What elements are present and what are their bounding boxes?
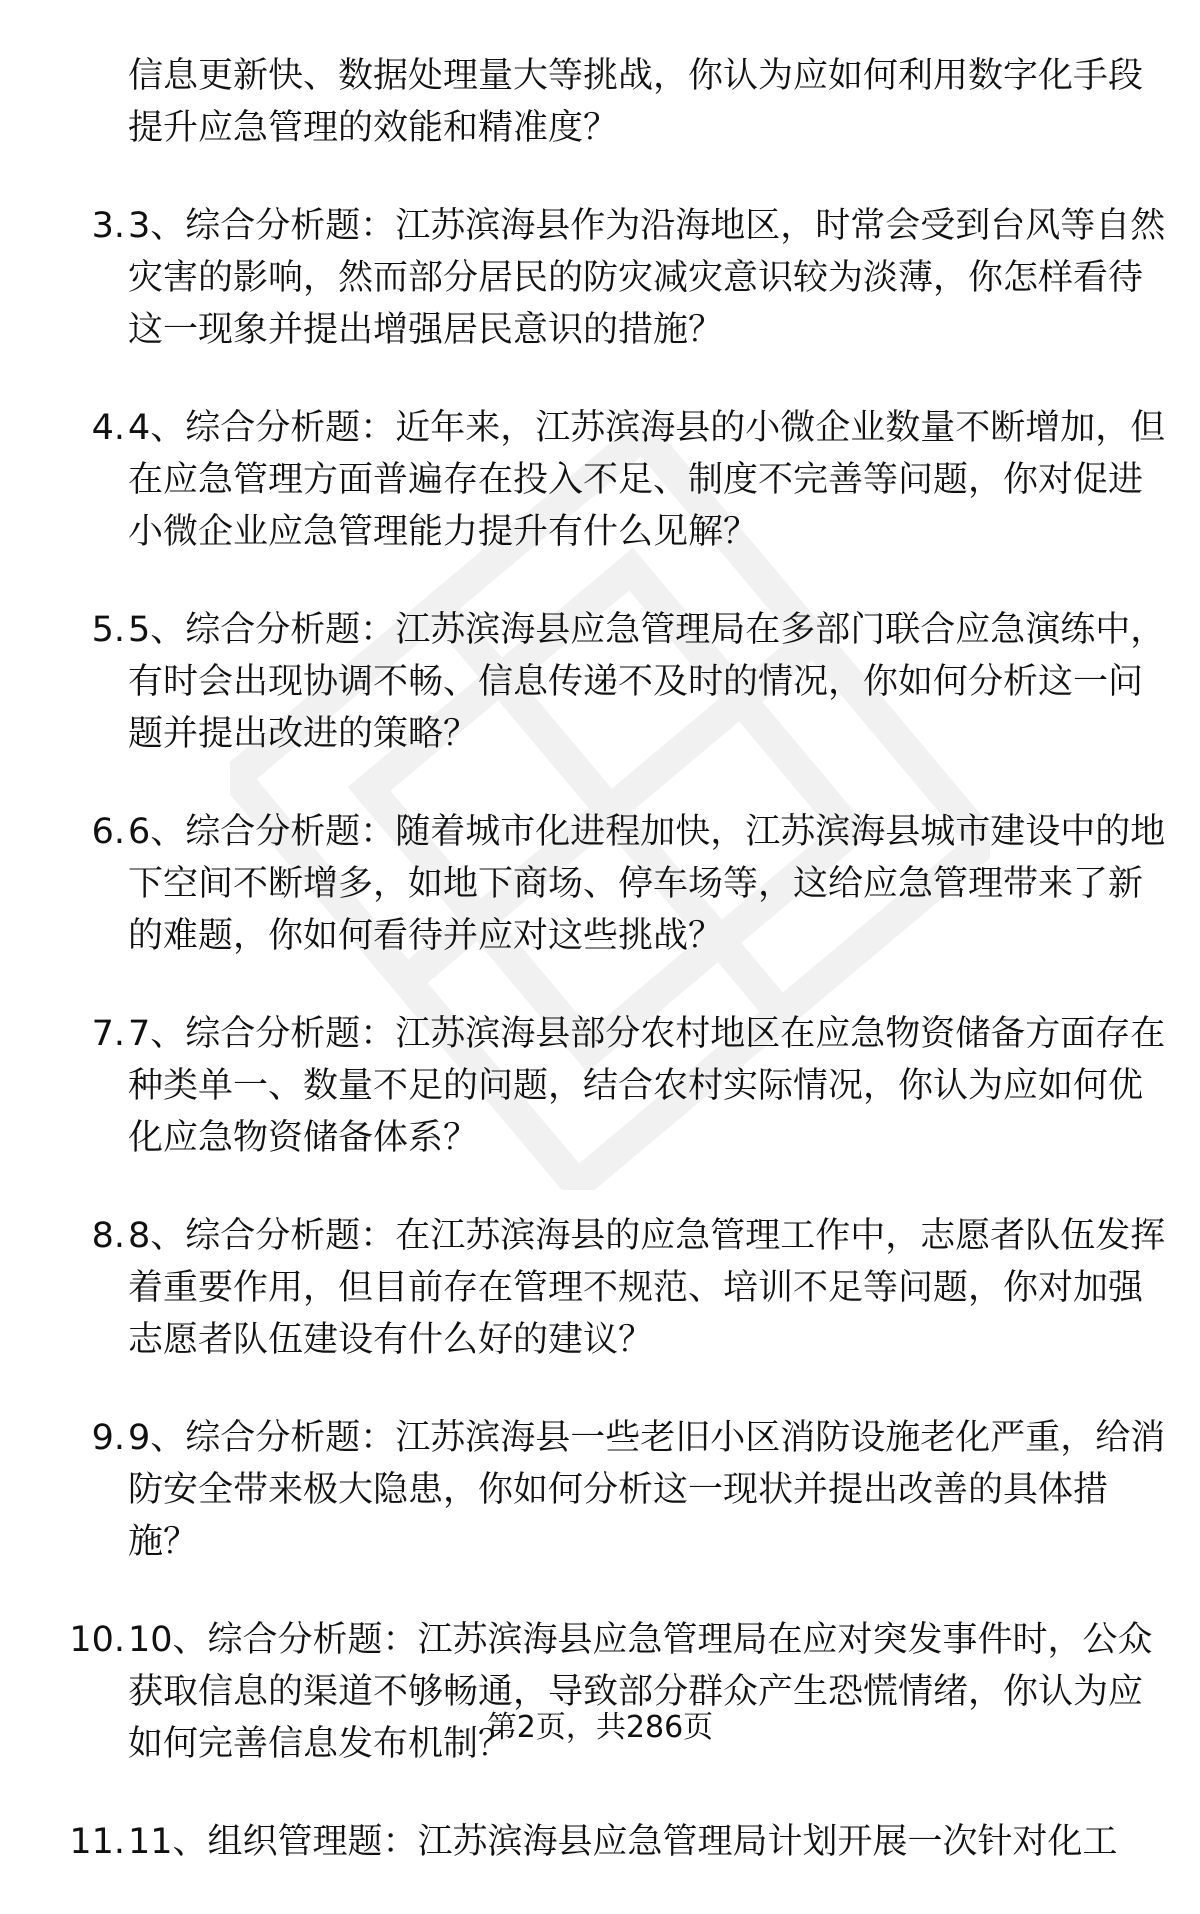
question-text: 4、综合分析题：近年来，江苏滨海县的小微企业数量不断增加，但在应急管理方面普遍存在投入不足、制度不完善等问题，你对促进小微企业应急管理能力提升有什么见解？: [128, 408, 1166, 552]
question-item: [0, 1210, 1200, 1366]
question-number: 6.: [91, 812, 125, 852]
question-number: 8.: [91, 1216, 125, 1256]
question-item: [0, 1008, 1200, 1164]
question-text: 10、综合分析题：江苏滨海县应急管理局在应对突发事件时，公众获取信息的渠道不够畅通，导致部分群众产生恐慌情绪，你认为应如何完善信息发布机制？: [128, 1620, 1153, 1764]
question-number: 11.: [69, 1822, 125, 1862]
question-item: [0, 1412, 1200, 1568]
question-number: 3.: [91, 206, 125, 246]
question-number: 9.: [91, 1418, 125, 1458]
page-footer: 第2页，共286页: [486, 1710, 714, 1745]
question-number: 5.: [91, 610, 125, 650]
question-text: 7、综合分析题：江苏滨海县部分农村地区在应急物资储备方面存在种类单一、数量不足的问题，结合农村实际情况，你认为应如何优化应急物资储备体系？: [128, 1014, 1166, 1158]
question-item: [0, 1816, 1200, 1868]
question-item: [0, 200, 1200, 356]
question-text: 6、综合分析题：随着城市化进程加快，江苏滨海县城市建设中的地下空间不断增多，如地下商场、停车场等，这给应急管理带来了新的难题，你如何看待并应对这些挑战？: [128, 812, 1166, 956]
question-item: [0, 806, 1200, 962]
question-item: [0, 604, 1200, 760]
document-body: [0, 50, 1200, 1914]
question-text: 8、综合分析题：在江苏滨海县的应急管理工作中，志愿者队伍发挥着重要作用，但目前存在管理不规范、培训不足等问题，你对加强志愿者队伍建设有什么好的建议？: [128, 1216, 1166, 1360]
question-text: 3、综合分析题：江苏滨海县作为沿海地区，时常会受到台风等自然灾害的影响，然而部分居民的防灾减灾意识较为淡薄，你怎样看待这一现象并提出增强居民意识的措施？: [128, 206, 1166, 350]
question-number: 7.: [91, 1014, 125, 1054]
question-number: 4.: [91, 408, 125, 448]
question-text: 9、综合分析题：江苏滨海县一些老旧小区消防设施老化严重，给消防安全带来极大隐患，你如何分析这一现状并提出改善的具体措施？: [128, 1418, 1166, 1562]
question-number: 10.: [69, 1620, 125, 1660]
question-text: 11、组织管理题：江苏滨海县应急管理局计划开展一次针对化工: [128, 1822, 1118, 1862]
question-item: [0, 402, 1200, 558]
question-list: [0, 200, 1200, 1868]
question-text: 5、综合分析题：江苏滨海县应急管理局在多部门联合应急演练中，有时会出现协调不畅、信息传递不及时的情况，你如何分析这一问题并提出改进的策略？: [128, 610, 1166, 754]
intro-paragraph: 信息更新快、数据处理量大等挑战，你认为应如何利用数字化手段提升应急管理的效能和精准度？: [128, 56, 1144, 148]
